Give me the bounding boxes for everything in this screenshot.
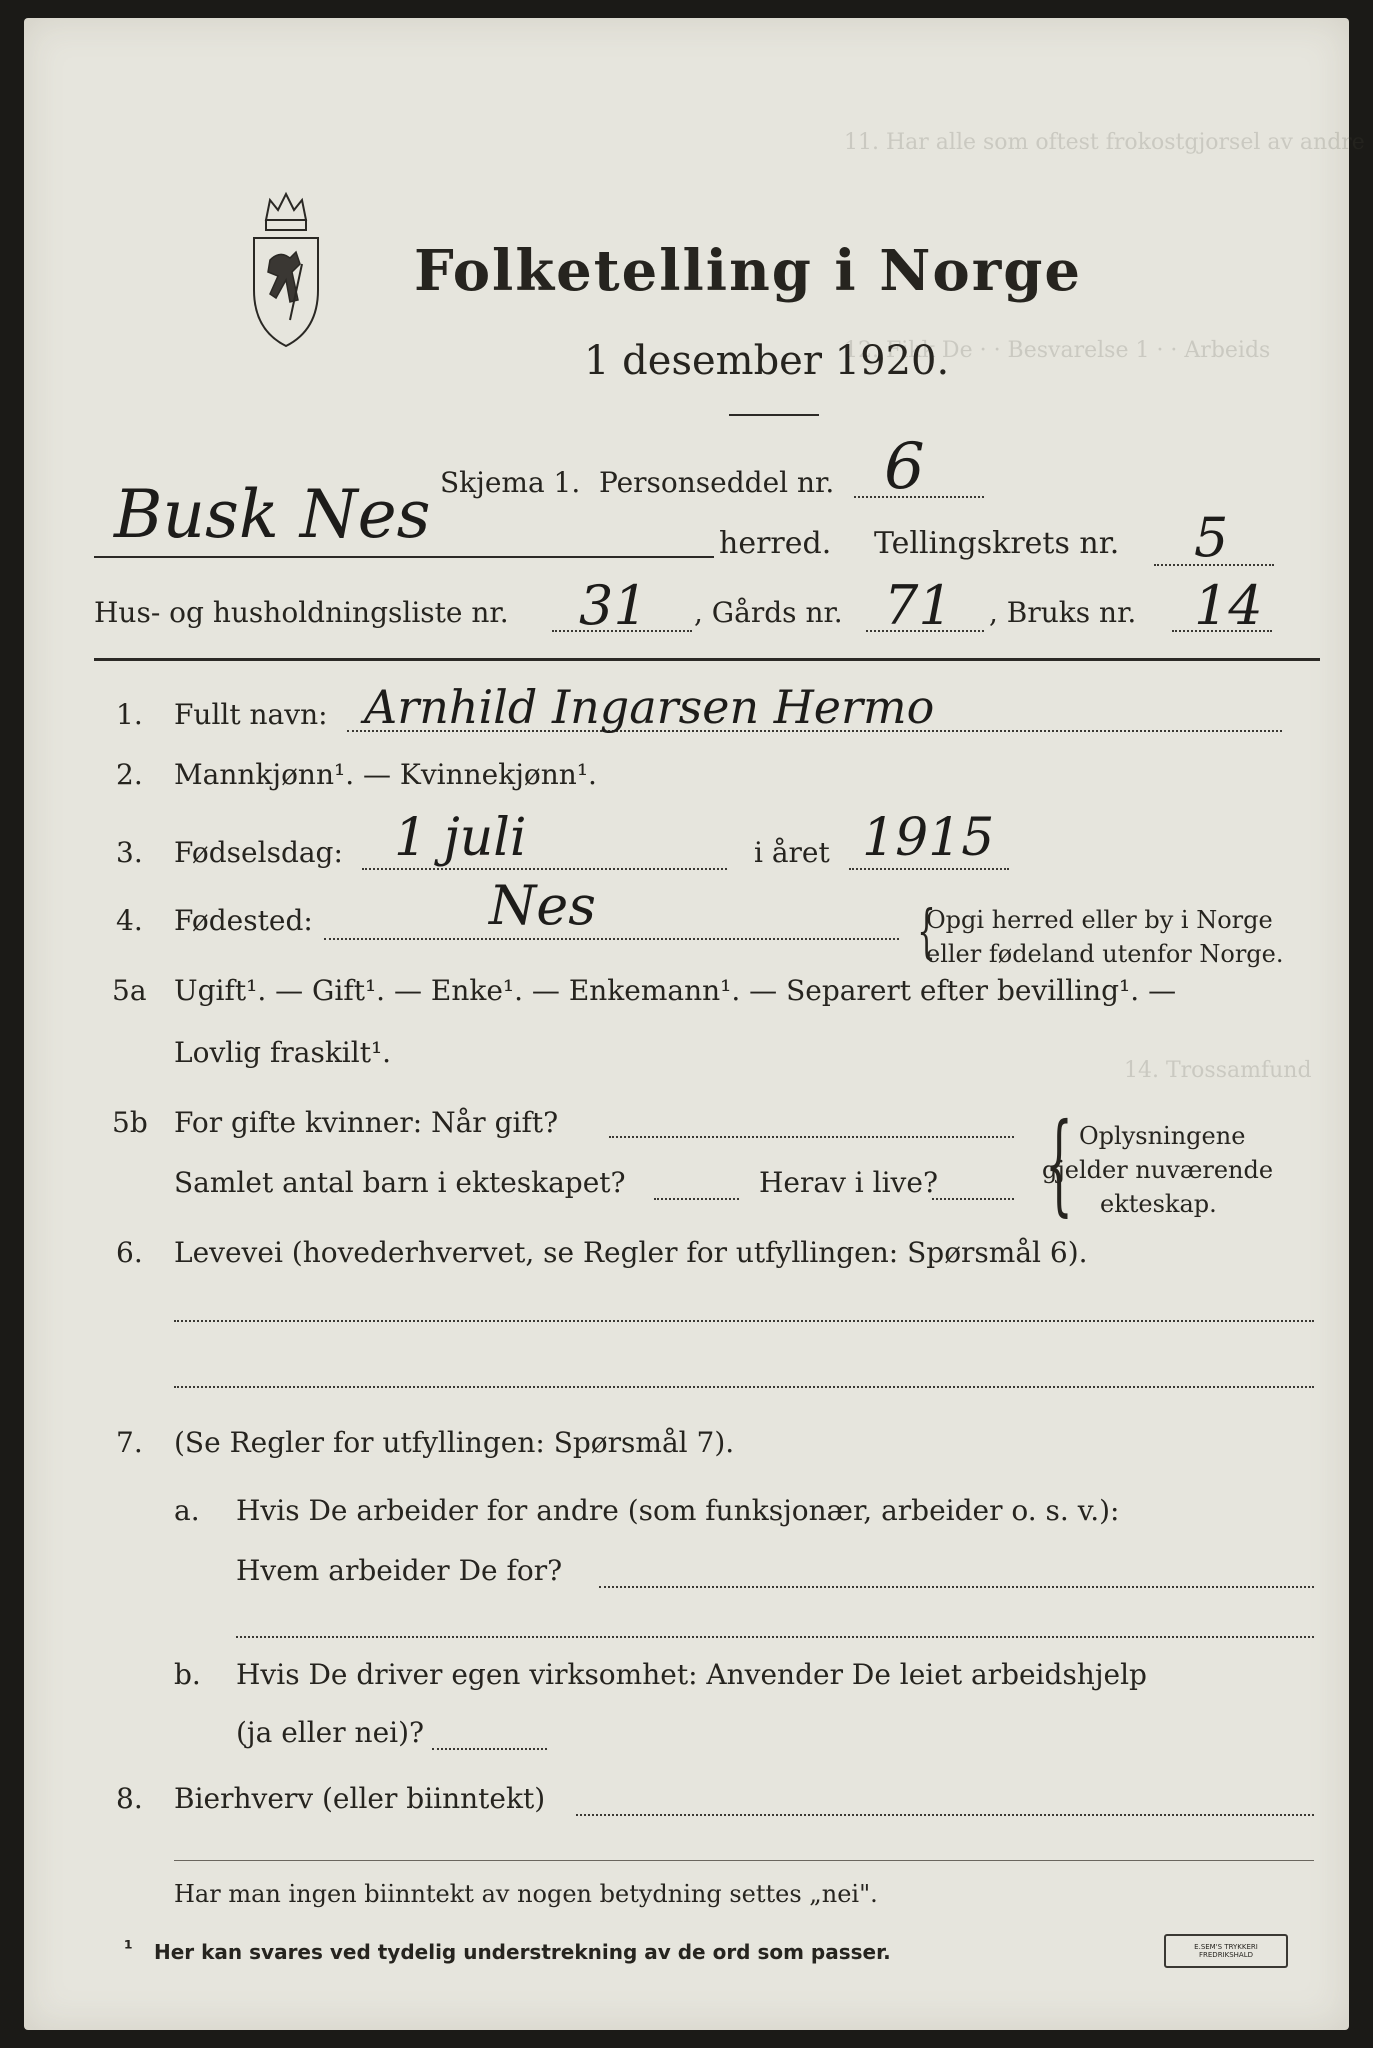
bruks-label: , Bruks nr. [989, 596, 1137, 629]
q7b-line2: (ja eller nei)? [236, 1716, 425, 1749]
show-through-text: 11. Har alle som oftest frokostgjorsel av andre [844, 130, 1365, 155]
tellingskrets-label: Tellingskrets nr. [874, 526, 1120, 561]
q1-label: Fullt navn: [174, 698, 328, 731]
q8-number: 8. [116, 1782, 143, 1815]
herred-field[interactable] [94, 556, 714, 558]
personseddel-label: Personseddel nr. [599, 466, 835, 499]
census-form-page [24, 18, 1365, 2030]
husliste-label: Hus- og husholdningsliste nr. [94, 596, 509, 629]
q7a-line2: Hvem arbeider De for? [236, 1554, 563, 1587]
footer-divider [174, 1860, 1314, 1861]
occupation-field-2[interactable] [174, 1386, 1314, 1388]
q5b-number: 5b [112, 1106, 148, 1139]
gards-value: 71 [884, 574, 953, 637]
printer-stamp-text: E.SEM'S TRYKKERI FREDRIKSHALD [1194, 1943, 1258, 1959]
birthday-value: 1 juli [394, 808, 527, 868]
q2-number: 2. [116, 758, 143, 791]
tellingskrets-value: 5 [1194, 506, 1229, 569]
birthplace-note-2: eller fødeland utenfor Norge. [926, 940, 1284, 968]
marriage-note-3: ekteskap. [1100, 1190, 1217, 1218]
q7b-line1: Hvis De driver egen virksomhet: Anvender De leiet arbeidshjelp [236, 1658, 1147, 1691]
q5b-line1: For gifte kvinner: Når gift? [174, 1106, 559, 1139]
hired-help-field[interactable] [432, 1748, 547, 1750]
printer-stamp [1164, 1934, 1288, 1968]
footnote-mark: ¹ [124, 1936, 133, 1960]
note-brace: { [917, 897, 936, 965]
husliste-value: 31 [579, 574, 648, 637]
q7b-letter: b. [174, 1658, 201, 1691]
census-date: 1 desember 1920. [584, 338, 950, 384]
q8-label: Bierhverv (eller biinntekt) [174, 1782, 546, 1815]
q5b-line2a: Samlet antal barn i ekteskapet? [174, 1166, 626, 1199]
employer-field[interactable] [599, 1586, 1314, 1588]
q3-label: Fødselsdag: [174, 836, 343, 869]
marriage-date-field[interactable] [609, 1136, 1014, 1138]
children-count-field[interactable] [654, 1198, 739, 1200]
birth-year-label: i året [754, 836, 830, 869]
gards-label: , Gårds nr. [694, 596, 843, 629]
employer-field-2[interactable] [236, 1636, 1314, 1638]
q5a-line2: Lovlig fraskilt¹. [174, 1036, 392, 1069]
herred-value: Busk Nes [114, 476, 431, 553]
show-through-text: 14. Trossamfund [1124, 1058, 1312, 1083]
form-title: Folketelling i Norge [414, 238, 1083, 304]
birth-year-field[interactable] [849, 868, 1009, 870]
schema-label: Skjema 1. [440, 466, 581, 499]
bruks-value: 14 [1194, 574, 1263, 637]
q3-number: 3. [116, 836, 143, 869]
q4-label: Fødested: [174, 904, 313, 937]
title-underline [729, 414, 819, 416]
norway-coat-of-arms-icon [246, 180, 326, 350]
marriage-note-1: Oplysningene [1079, 1122, 1246, 1150]
full-name-value: Arnhild Ingarsen Hermo [364, 680, 935, 734]
birthday-field[interactable] [362, 868, 727, 870]
q6-label: Levevei (hovederhvervet, se Regler for utfyllingen: Spørsmål 6). [174, 1236, 1088, 1269]
q5a-line1: Ugift¹. — Gift¹. — Enke¹. — Enkemann¹. — Separert efter bevilling¹. — [174, 974, 1177, 1007]
birth-year-value: 1915 [862, 808, 995, 868]
q6-number: 6. [116, 1236, 143, 1269]
occupation-field-1[interactable] [174, 1320, 1314, 1322]
footnote-text: Her kan svares ved tydelig understrekning av de ord som passer. [154, 1940, 891, 1964]
q7-label: (Se Regler for utfyllingen: Spørsmål 7). [174, 1426, 735, 1459]
income-note: Har man ingen biinntekt av nogen betydning settes „nei". [174, 1880, 878, 1908]
show-through-text: 12. Fikk De · · Besvarelse 1 · · Arbeids [844, 338, 1271, 363]
marriage-note-2: gjelder nuværende [1042, 1156, 1274, 1184]
q5b-line2b: Herav i live? [759, 1166, 938, 1199]
children-alive-field[interactable] [932, 1198, 1014, 1200]
q2-label: Mannkjønn¹. — Kvinnekjønn¹. [174, 758, 597, 791]
herred-label: herred. [719, 526, 832, 561]
personseddel-value: 6 [884, 430, 925, 504]
side-income-field[interactable] [576, 1814, 1314, 1816]
q4-number: 4. [116, 904, 143, 937]
section-divider [94, 658, 1320, 661]
birthplace-value: Nes [489, 874, 596, 937]
q1-number: 1. [116, 698, 143, 731]
q7-number: 7. [116, 1426, 143, 1459]
q7a-line1: Hvis De arbeider for andre (som funksjonær, arbeider o. s. v.): [236, 1494, 1120, 1527]
q7a-letter: a. [174, 1494, 200, 1527]
birthplace-note-1: Opgi herred eller by i Norge [926, 906, 1273, 934]
birthplace-field[interactable] [324, 938, 899, 940]
note-brace: { [1045, 1099, 1073, 1227]
q5a-number: 5a [112, 974, 147, 1007]
